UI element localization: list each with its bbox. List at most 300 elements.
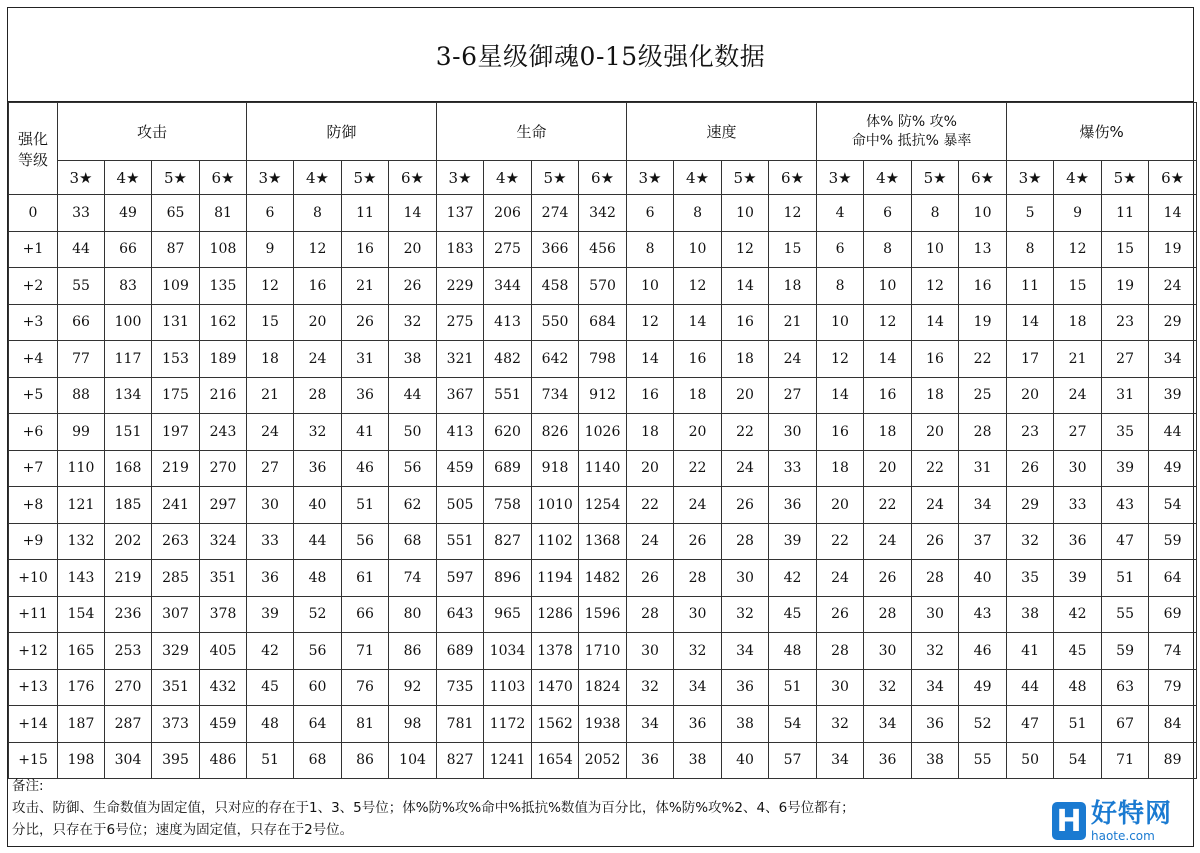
value-cell: 68 — [389, 523, 437, 560]
value-cell: 50 — [1007, 742, 1054, 779]
value-cell: 9 — [1054, 195, 1102, 232]
value-cell: 684 — [579, 304, 627, 341]
notes-line-2: 分比，只存在于6号位；速度为固定值，只存在于2号位。 — [12, 822, 354, 838]
value-cell: 12 — [864, 304, 912, 341]
value-cell: 43 — [959, 596, 1007, 633]
value-cell: 321 — [437, 341, 484, 378]
value-cell: 16 — [627, 377, 674, 414]
value-cell: 26 — [912, 523, 959, 560]
value-cell: 324 — [200, 523, 247, 560]
value-cell: 64 — [1149, 560, 1197, 597]
value-cell: 6 — [864, 195, 912, 232]
star-header-cell: 6★ — [1149, 161, 1197, 195]
value-cell: 45 — [769, 596, 817, 633]
value-cell: 275 — [437, 304, 484, 341]
value-cell: 28 — [912, 560, 959, 597]
value-cell: 134 — [105, 377, 152, 414]
watermark-name: 好特网 — [1091, 798, 1173, 829]
value-cell: 10 — [674, 231, 722, 268]
value-cell: 40 — [294, 487, 342, 524]
value-cell: 1140 — [579, 450, 627, 487]
value-cell: 351 — [200, 560, 247, 597]
value-cell: 24 — [817, 560, 864, 597]
star-header-cell: 4★ — [105, 161, 152, 195]
value-cell: 24 — [769, 341, 817, 378]
value-cell: 1482 — [579, 560, 627, 597]
value-cell: 6 — [817, 231, 864, 268]
watermark-logo-icon: H — [1052, 802, 1086, 840]
value-cell: 56 — [294, 633, 342, 670]
value-cell: 35 — [1007, 560, 1054, 597]
value-cell: 2052 — [579, 742, 627, 779]
value-cell: 162 — [200, 304, 247, 341]
value-cell: 28 — [294, 377, 342, 414]
value-cell: 88 — [58, 377, 105, 414]
value-cell: 27 — [1054, 414, 1102, 451]
star-header-cell: 3★ — [817, 161, 864, 195]
star-header-cell: 3★ — [437, 161, 484, 195]
value-cell: 253 — [105, 633, 152, 670]
value-cell: 18 — [817, 450, 864, 487]
value-cell: 31 — [959, 450, 1007, 487]
value-cell: 329 — [152, 633, 200, 670]
value-cell: 20 — [389, 231, 437, 268]
value-cell: 109 — [152, 268, 200, 305]
value-cell: 551 — [484, 377, 532, 414]
value-cell: 19 — [1149, 231, 1197, 268]
star-header-cell: 5★ — [152, 161, 200, 195]
value-cell: 47 — [1102, 523, 1149, 560]
group-attack: 攻击 — [58, 103, 247, 161]
value-cell: 39 — [1102, 450, 1149, 487]
value-cell: 798 — [579, 341, 627, 378]
value-cell: 36 — [912, 706, 959, 743]
value-cell: 1562 — [532, 706, 579, 743]
value-cell: 18 — [912, 377, 959, 414]
star-header-cell: 5★ — [532, 161, 579, 195]
value-cell: 51 — [247, 742, 294, 779]
value-cell: 10 — [912, 231, 959, 268]
value-cell: 14 — [1149, 195, 1197, 232]
value-cell: 241 — [152, 487, 200, 524]
value-cell: 154 — [58, 596, 105, 633]
value-cell: 27 — [1102, 341, 1149, 378]
value-cell: 8 — [817, 268, 864, 305]
value-cell: 367 — [437, 377, 484, 414]
value-cell: 12 — [627, 304, 674, 341]
value-cell: 42 — [769, 560, 817, 597]
value-cell: 32 — [1007, 523, 1054, 560]
value-cell: 55 — [959, 742, 1007, 779]
value-cell: 285 — [152, 560, 200, 597]
value-cell: 43 — [1102, 487, 1149, 524]
value-cell: 153 — [152, 341, 200, 378]
value-cell: 28 — [864, 596, 912, 633]
value-cell: 8 — [1007, 231, 1054, 268]
value-cell: 12 — [674, 268, 722, 305]
value-cell: 20 — [1007, 377, 1054, 414]
value-cell: 14 — [1007, 304, 1054, 341]
value-cell: 79 — [1149, 669, 1197, 706]
value-cell: 458 — [532, 268, 579, 305]
value-cell: 459 — [437, 450, 484, 487]
value-cell: 570 — [579, 268, 627, 305]
value-cell: 18 — [627, 414, 674, 451]
level-cell: +12 — [9, 633, 58, 670]
star-header-cell: 6★ — [959, 161, 1007, 195]
value-cell: 14 — [912, 304, 959, 341]
value-cell: 80 — [389, 596, 437, 633]
value-cell: 45 — [1054, 633, 1102, 670]
level-cell: +9 — [9, 523, 58, 560]
value-cell: 735 — [437, 669, 484, 706]
value-cell: 28 — [674, 560, 722, 597]
page-title: 3-6星级御魂0-15级强化数据 — [8, 8, 1193, 102]
value-cell: 36 — [769, 487, 817, 524]
value-cell: 98 — [389, 706, 437, 743]
value-cell: 32 — [389, 304, 437, 341]
table-row — [9, 414, 1197, 451]
value-cell: 965 — [484, 596, 532, 633]
value-cell: 49 — [959, 669, 1007, 706]
value-cell: 41 — [1007, 633, 1054, 670]
value-cell: 89 — [1149, 742, 1197, 779]
value-cell: 14 — [864, 341, 912, 378]
star-header-cell: 3★ — [1007, 161, 1054, 195]
value-cell: 81 — [200, 195, 247, 232]
watermark-url: haote.com — [1091, 828, 1155, 843]
value-cell: 14 — [627, 341, 674, 378]
value-cell: 33 — [1054, 487, 1102, 524]
value-cell: 30 — [674, 596, 722, 633]
value-cell: 67 — [1102, 706, 1149, 743]
value-cell: 597 — [437, 560, 484, 597]
value-cell: 71 — [342, 633, 389, 670]
value-cell: 642 — [532, 341, 579, 378]
value-cell: 32 — [722, 596, 769, 633]
watermark-text — [1091, 798, 1173, 843]
value-cell: 16 — [674, 341, 722, 378]
value-cell: 270 — [200, 450, 247, 487]
value-cell: 44 — [58, 231, 105, 268]
level-cell: +2 — [9, 268, 58, 305]
value-cell: 20 — [294, 304, 342, 341]
value-cell: 24 — [247, 414, 294, 451]
notes-line-1: 攻击、防御、生命数值为固定值，只对应的存在于1、3、5号位；体%防%攻%命中%抵抗%数值为百分比，体%防%攻%2、4、6号位都有； — [12, 800, 855, 816]
value-cell: 24 — [864, 523, 912, 560]
value-cell: 33 — [58, 195, 105, 232]
star-header-cell: 3★ — [627, 161, 674, 195]
value-cell: 1938 — [579, 706, 627, 743]
value-cell: 1102 — [532, 523, 579, 560]
value-cell: 104 — [389, 742, 437, 779]
value-cell: 64 — [294, 706, 342, 743]
value-cell: 176 — [58, 669, 105, 706]
value-cell: 912 — [579, 377, 627, 414]
value-cell: 36 — [342, 377, 389, 414]
value-cell: 137 — [437, 195, 484, 232]
table-row — [9, 523, 1197, 560]
value-cell: 51 — [769, 669, 817, 706]
value-cell: 9 — [247, 231, 294, 268]
value-cell: 39 — [1149, 377, 1197, 414]
notes-heading: 备注: — [12, 778, 44, 794]
value-cell: 643 — [437, 596, 484, 633]
value-cell: 413 — [437, 414, 484, 451]
value-cell: 198 — [58, 742, 105, 779]
value-cell: 38 — [722, 706, 769, 743]
table-row — [9, 341, 1197, 378]
value-cell: 38 — [674, 742, 722, 779]
value-cell: 24 — [912, 487, 959, 524]
value-cell: 15 — [247, 304, 294, 341]
value-cell: 12 — [769, 195, 817, 232]
value-cell: 34 — [959, 487, 1007, 524]
value-cell: 22 — [722, 414, 769, 451]
value-cell: 33 — [247, 523, 294, 560]
star-header-cell: 5★ — [912, 161, 959, 195]
value-cell: 1034 — [484, 633, 532, 670]
value-cell: 66 — [58, 304, 105, 341]
value-cell: 826 — [532, 414, 579, 451]
value-cell: 27 — [769, 377, 817, 414]
value-cell: 183 — [437, 231, 484, 268]
value-cell: 28 — [627, 596, 674, 633]
value-cell: 236 — [105, 596, 152, 633]
value-cell: 10 — [722, 195, 769, 232]
value-cell: 30 — [912, 596, 959, 633]
value-cell: 35 — [1102, 414, 1149, 451]
group-hp: 生命 — [437, 103, 627, 161]
value-cell: 81 — [342, 706, 389, 743]
group-crit-damage: 爆伤% — [1007, 103, 1197, 161]
value-cell: 34 — [817, 742, 864, 779]
level-cell: +5 — [9, 377, 58, 414]
value-cell: 1596 — [579, 596, 627, 633]
value-cell: 48 — [1054, 669, 1102, 706]
value-cell: 32 — [864, 669, 912, 706]
value-cell: 37 — [959, 523, 1007, 560]
value-cell: 60 — [294, 669, 342, 706]
value-cell: 20 — [722, 377, 769, 414]
value-cell: 12 — [247, 268, 294, 305]
value-cell: 38 — [1007, 596, 1054, 633]
value-cell: 6 — [627, 195, 674, 232]
value-cell: 1654 — [532, 742, 579, 779]
table-row — [9, 304, 1197, 341]
value-cell: 1254 — [579, 487, 627, 524]
value-cell: 51 — [1054, 706, 1102, 743]
enhancement-table — [8, 102, 1197, 779]
value-cell: 77 — [58, 341, 105, 378]
value-cell: 243 — [200, 414, 247, 451]
value-cell: 24 — [674, 487, 722, 524]
level-cell: 0 — [9, 195, 58, 232]
value-cell: 1026 — [579, 414, 627, 451]
value-cell: 34 — [912, 669, 959, 706]
table-row — [9, 231, 1197, 268]
value-cell: 12 — [722, 231, 769, 268]
table-row — [9, 596, 1197, 633]
table-row — [9, 669, 1197, 706]
value-cell: 27 — [247, 450, 294, 487]
level-cell: +7 — [9, 450, 58, 487]
value-cell: 689 — [484, 450, 532, 487]
value-cell: 168 — [105, 450, 152, 487]
value-cell: 22 — [817, 523, 864, 560]
star-header-cell: 4★ — [674, 161, 722, 195]
value-cell: 22 — [912, 450, 959, 487]
table-row — [9, 560, 1197, 597]
value-cell: 63 — [1102, 669, 1149, 706]
value-cell: 12 — [1054, 231, 1102, 268]
value-cell: 344 — [484, 268, 532, 305]
value-cell: 16 — [342, 231, 389, 268]
value-cell: 39 — [247, 596, 294, 633]
value-cell: 758 — [484, 487, 532, 524]
value-cell: 57 — [769, 742, 817, 779]
value-cell: 20 — [627, 450, 674, 487]
level-cell: +4 — [9, 341, 58, 378]
star-header-cell: 3★ — [247, 161, 294, 195]
value-cell: 30 — [627, 633, 674, 670]
value-cell: 18 — [864, 414, 912, 451]
level-cell: +8 — [9, 487, 58, 524]
value-cell: 83 — [105, 268, 152, 305]
value-cell: 22 — [674, 450, 722, 487]
value-cell: 26 — [627, 560, 674, 597]
value-cell: 505 — [437, 487, 484, 524]
value-cell: 11 — [1007, 268, 1054, 305]
value-cell: 36 — [864, 742, 912, 779]
value-cell: 21 — [1054, 341, 1102, 378]
value-cell: 30 — [1054, 450, 1102, 487]
value-cell: 378 — [200, 596, 247, 633]
value-cell: 24 — [1149, 268, 1197, 305]
value-cell: 16 — [864, 377, 912, 414]
group-percent-line1: 体% 防% 攻% — [866, 113, 957, 130]
value-cell: 48 — [769, 633, 817, 670]
value-cell: 29 — [1149, 304, 1197, 341]
value-cell: 87 — [152, 231, 200, 268]
value-cell: 1103 — [484, 669, 532, 706]
value-cell: 8 — [627, 231, 674, 268]
value-cell: 366 — [532, 231, 579, 268]
value-cell: 38 — [912, 742, 959, 779]
table-row — [9, 450, 1197, 487]
value-cell: 34 — [722, 633, 769, 670]
value-cell: 189 — [200, 341, 247, 378]
value-cell: 165 — [58, 633, 105, 670]
value-cell: 66 — [342, 596, 389, 633]
value-cell: 21 — [247, 377, 294, 414]
value-cell: 49 — [1149, 450, 1197, 487]
value-cell: 12 — [817, 341, 864, 378]
value-cell: 76 — [342, 669, 389, 706]
value-cell: 22 — [959, 341, 1007, 378]
value-cell: 55 — [58, 268, 105, 305]
value-cell: 74 — [1149, 633, 1197, 670]
value-cell: 187 — [58, 706, 105, 743]
value-cell: 270 — [105, 669, 152, 706]
value-cell: 373 — [152, 706, 200, 743]
value-cell: 22 — [627, 487, 674, 524]
value-cell: 48 — [294, 560, 342, 597]
value-cell: 17 — [1007, 341, 1054, 378]
value-cell: 22 — [864, 487, 912, 524]
value-cell: 1010 — [532, 487, 579, 524]
value-cell: 32 — [294, 414, 342, 451]
table-row — [9, 633, 1197, 670]
value-cell: 1824 — [579, 669, 627, 706]
value-cell: 65 — [152, 195, 200, 232]
value-cell: 10 — [817, 304, 864, 341]
group-header-row — [9, 103, 1197, 161]
value-cell: 11 — [342, 195, 389, 232]
value-cell: 56 — [389, 450, 437, 487]
value-cell: 24 — [1054, 377, 1102, 414]
value-cell: 550 — [532, 304, 579, 341]
value-cell: 32 — [674, 633, 722, 670]
value-cell: 202 — [105, 523, 152, 560]
value-cell: 8 — [864, 231, 912, 268]
value-cell: 26 — [674, 523, 722, 560]
level-cell: +3 — [9, 304, 58, 341]
value-cell: 1286 — [532, 596, 579, 633]
value-cell: 827 — [437, 742, 484, 779]
value-cell: 28 — [959, 414, 1007, 451]
value-cell: 1194 — [532, 560, 579, 597]
value-cell: 486 — [200, 742, 247, 779]
value-cell: 131 — [152, 304, 200, 341]
value-cell: 482 — [484, 341, 532, 378]
value-cell: 12 — [912, 268, 959, 305]
value-cell: 34 — [674, 669, 722, 706]
value-cell: 185 — [105, 487, 152, 524]
value-cell: 342 — [579, 195, 627, 232]
value-cell: 8 — [912, 195, 959, 232]
value-cell: 20 — [674, 414, 722, 451]
level-header — [9, 103, 58, 195]
value-cell: 10 — [959, 195, 1007, 232]
value-cell: 25 — [959, 377, 1007, 414]
value-cell: 48 — [247, 706, 294, 743]
value-cell: 10 — [864, 268, 912, 305]
value-cell: 49 — [105, 195, 152, 232]
value-cell: 219 — [152, 450, 200, 487]
group-percent-stats — [817, 103, 1007, 161]
value-cell: 4 — [817, 195, 864, 232]
value-cell: 16 — [912, 341, 959, 378]
value-cell: 44 — [1007, 669, 1054, 706]
notes — [8, 771, 1193, 846]
value-cell: 24 — [294, 341, 342, 378]
value-cell: 307 — [152, 596, 200, 633]
value-cell: 38 — [389, 341, 437, 378]
value-cell: 10 — [627, 268, 674, 305]
value-cell: 36 — [722, 669, 769, 706]
value-cell: 8 — [674, 195, 722, 232]
value-cell: 1241 — [484, 742, 532, 779]
value-cell: 36 — [674, 706, 722, 743]
value-cell: 14 — [389, 195, 437, 232]
group-speed: 速度 — [627, 103, 817, 161]
value-cell: 26 — [342, 304, 389, 341]
value-cell: 20 — [912, 414, 959, 451]
value-cell: 36 — [247, 560, 294, 597]
level-cell: +1 — [9, 231, 58, 268]
star-header-cell: 6★ — [769, 161, 817, 195]
